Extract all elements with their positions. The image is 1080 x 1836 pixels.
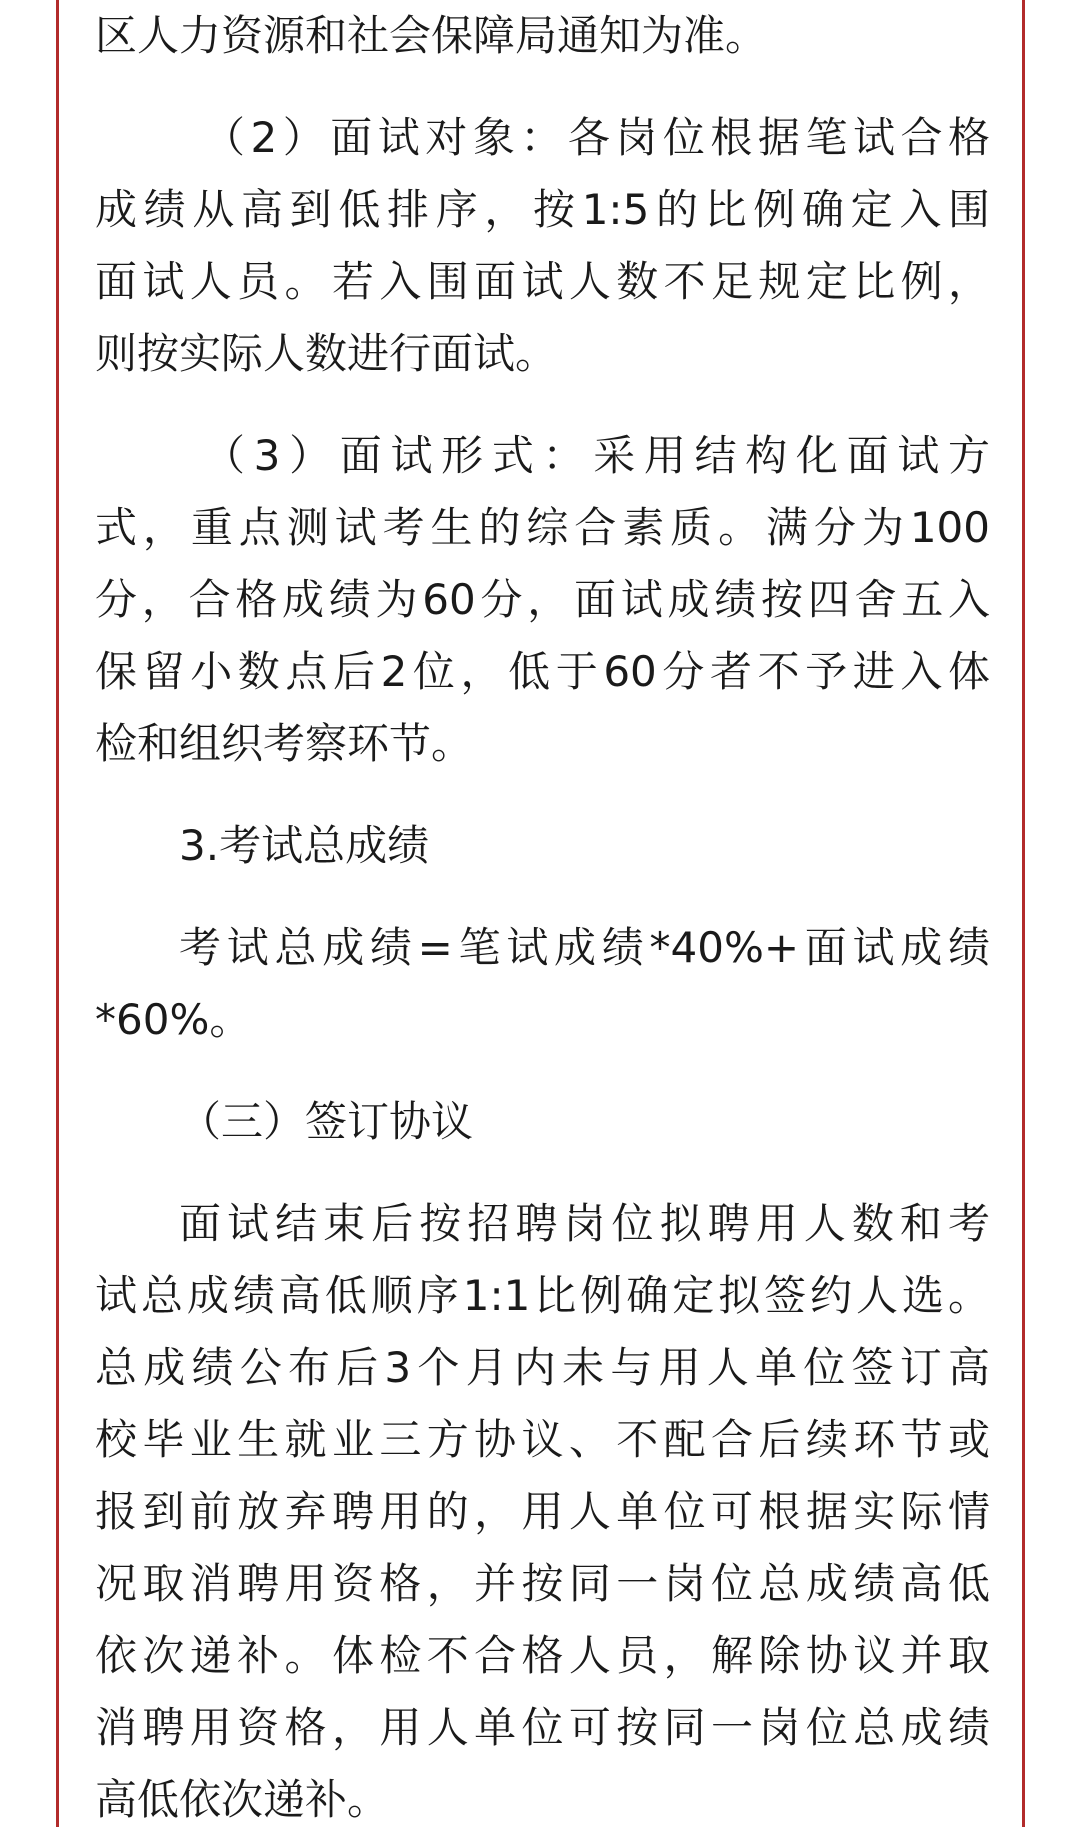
paragraph — [95, 1188, 990, 1836]
section-heading — [95, 1086, 990, 1158]
text-line: 保留小数点后2位，低于60分者不予进入体 — [95, 647, 990, 696]
text-line: 成绩从高到低排序，按1:5的比例确定入围 — [95, 185, 990, 234]
text-line: 校毕业生就业三方协议、不配合后续环节或 — [95, 1415, 990, 1464]
text-line: 况取消聘用资格，并按同一岗位总成绩高低 — [95, 1559, 990, 1608]
paragraph-gap — [95, 1056, 990, 1086]
text-line: 高低依次递补。 — [95, 1775, 390, 1824]
text-line: 分，合格成绩为60分，面试成绩按四舍五入 — [95, 575, 990, 624]
text-line: *60%。 — [95, 995, 252, 1044]
text-line: 报到前放弃聘用的，用人单位可根据实际情 — [95, 1487, 990, 1536]
text-line: （2）面试对象：各岗位根据笔试合格 — [203, 113, 990, 162]
text-line: 考试总成绩=笔试成绩*40%+面试成绩 — [179, 923, 990, 972]
paragraph — [95, 420, 990, 780]
right-border-rule — [1022, 0, 1025, 1827]
paragraph-gap — [95, 390, 990, 420]
text-line: （三）签订协议 — [179, 1097, 474, 1146]
text-line: 总成绩公布后3个月内未与用人单位签订高 — [95, 1343, 990, 1392]
text-line: 区人力资源和社会保障局通知为准。 — [95, 11, 768, 60]
text-line: 3.考试总成绩 — [179, 821, 430, 870]
text-line: 消聘用资格，用人单位可按同一岗位总成绩 — [95, 1703, 990, 1752]
paragraph-gap — [95, 72, 990, 102]
left-border-rule — [56, 0, 59, 1827]
text-line: 检和组织考察环节。 — [95, 719, 474, 768]
paragraph-gap — [95, 882, 990, 912]
text-line: 依次递补。体检不合格人员，解除协议并取 — [95, 1631, 990, 1680]
paragraph-gap — [95, 780, 990, 810]
paragraph — [95, 912, 990, 1056]
text-line: 则按实际人数进行面试。 — [95, 329, 558, 378]
text-line: 式，重点测试考生的综合素质。满分为100 — [95, 503, 990, 552]
text-line: （3）面试形式：采用结构化面试方 — [203, 431, 990, 480]
paragraph-gap — [95, 1158, 990, 1188]
text-line: 试总成绩高低顺序1:1比例确定拟签约人选。 — [95, 1271, 990, 1320]
text-line: 面试人员。若入围面试人数不足规定比例， — [95, 257, 990, 306]
document-body — [95, 0, 990, 1836]
paragraph — [95, 102, 990, 390]
paragraph — [95, 0, 990, 72]
text-line: 面试结束后按招聘岗位拟聘用人数和考 — [179, 1199, 990, 1248]
section-heading — [95, 810, 990, 882]
